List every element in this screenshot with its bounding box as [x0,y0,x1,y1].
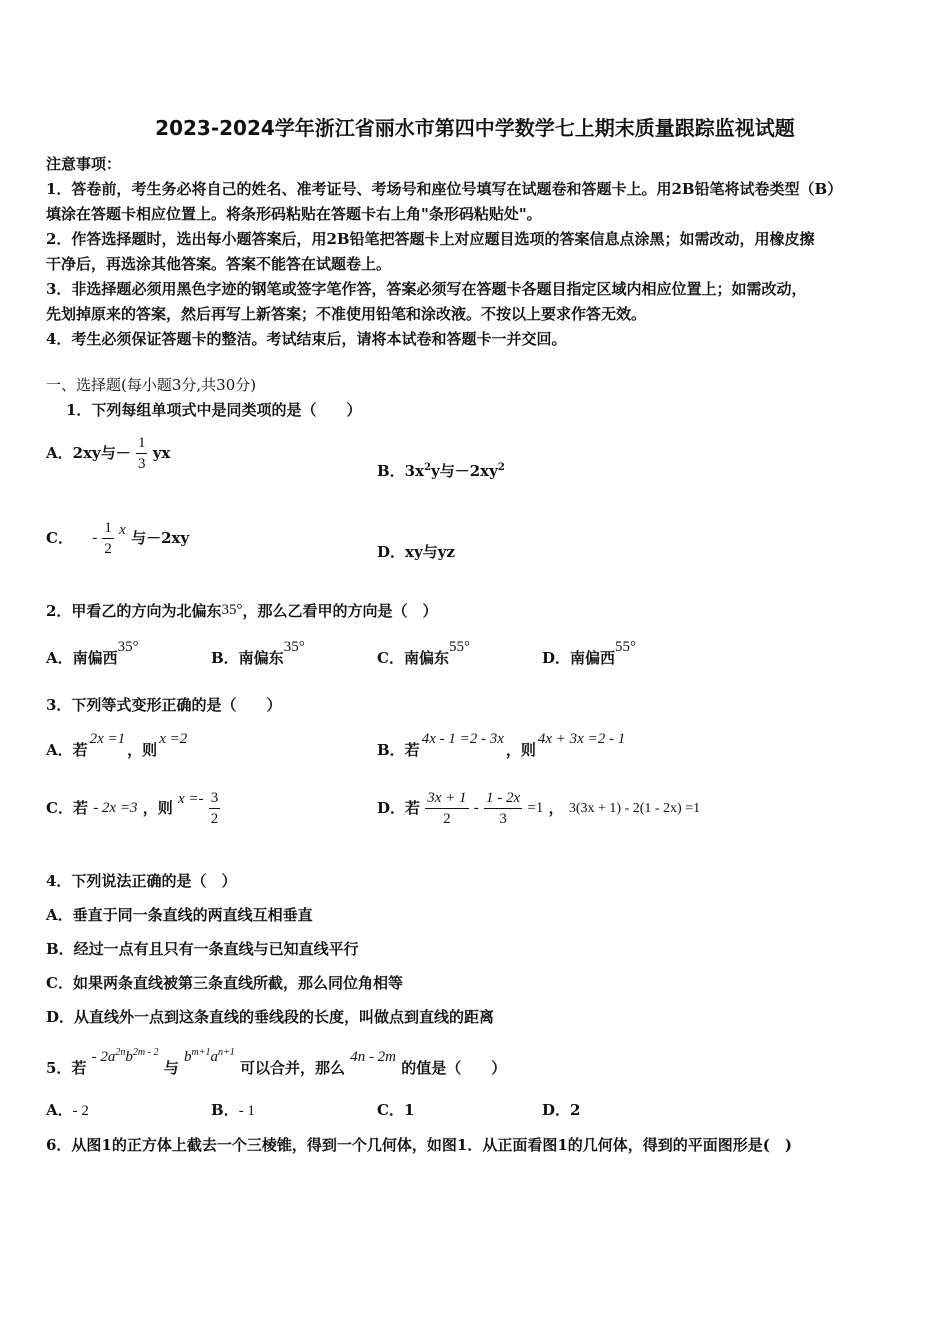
q3-option-d [377,788,700,829]
q2-stem-b: ，那么乙看甲的方向是（ ） [242,602,438,620]
q3-d-fraction-1 [425,788,468,829]
q1-stem: 1．下列每组单项式中是同类项的是（ ） [66,401,362,419]
q2-a-deg: 35° [117,639,139,655]
q1-c-neg: - [92,530,98,546]
note-3-line-2: 先划掉原来的答案，然后再写上新答案；不准使用铅笔和涂改液。不按以上要求作答无效。 [46,305,647,323]
notes-heading: 注意事项： [46,155,122,173]
q3-c-mid: ，则 [142,799,173,817]
q4-option-b: B．经过一点有且只有一条直线与已知直线平行 [46,940,359,958]
q5-t1-sup1: 2n [115,1047,126,1058]
q3-option-b [377,731,627,764]
note-2-line-2: 干净后，再选涂其他答案。答案不能答在试题卷上。 [46,255,392,273]
q1-c-num: 1 [102,518,114,539]
q3-c-label: C．若 [46,799,88,817]
q1-option-a [46,433,170,474]
q1-b-sup2: 2 [497,462,505,473]
q5-b-val: - 1 [238,1103,255,1119]
q1-c-fraction [102,518,114,559]
q1-option-b [377,455,505,484]
q3-c-num: 3 [209,788,221,809]
q3-b-mid: ，则 [505,741,536,759]
q3-c-lhs: x =- [177,791,204,807]
q3-d-fraction-2 [484,788,522,829]
q2-c-deg: 55° [448,639,470,655]
q5-b-label: B． [211,1101,239,1119]
q1-option-d: D．xy与yz [377,543,455,561]
q3-a-eq2: x =2 [159,731,188,747]
q4-option-d: D．从直线外一点到这条直线的垂线段的长度，叫做点到直线的距离 [46,1008,495,1026]
q5-t1-sup2: 2m - 2 [132,1047,159,1058]
q5-term-2 [184,1049,235,1065]
q2-option-c [377,639,470,672]
q2-c-label: C．南偏东 [377,649,449,667]
section-heading: 一、选择题(每小题3分,共30分) [46,376,257,394]
q2-b-label: B．南偏东 [211,649,284,667]
q3-option-c [46,788,220,829]
q5-stem-a: 5．若 [46,1059,87,1077]
note-1-line-2: 填涂在答题卡相应位置上。将条形码粘贴在答题卡右上角"条形码粘贴处"。 [46,205,542,223]
q1-b-label: B．3x [377,462,425,480]
q3-d-den2: 3 [499,811,507,827]
q3-c-den: 2 [210,811,219,827]
q3-d-num2: 1 - 2x [484,788,522,809]
q1-option-c [46,518,189,559]
q1-c-tail: 与－2xy [131,529,190,547]
q2-b-deg: 35° [283,639,305,655]
q3-c-fraction [209,788,221,829]
q4-stem: 4．下列说法正确的是（ ） [46,872,237,890]
q3-d-mid: ， [548,799,564,817]
q5-option-b [211,1098,255,1124]
q5-a-val: - 2 [72,1103,89,1119]
q5-a-label: A． [46,1101,73,1119]
q3-b-label: B．若 [377,741,420,759]
q5-t1: - 2a [91,1049,116,1065]
q2-d-label: D．南偏西 [542,649,616,667]
note-3-line-1: 3．非选择题必须用黑色字迹的钢笔或签字笔作答，答案必须写在答题卡各题目指定区域内相应位置上；如需改动， [46,280,807,298]
q3-d-label: D．若 [377,799,421,817]
q3-b-eq2: 4x + 3x =2 - 1 [537,731,626,747]
q3-d-den1: 2 [443,811,451,827]
note-4: 4．考生必须保证答题卡的整洁。考试结束后，请将本试卷和答题卡一并交回。 [46,330,567,348]
q2-option-b [211,639,305,672]
q5-t2-a: a [210,1049,218,1065]
q2-a-label: A．南偏西 [46,649,118,667]
q5-term-1 [92,1049,159,1065]
q5-stem [46,1047,507,1082]
q3-d-num1: 3x + 1 [425,788,468,809]
q5-t2-sup1: m+1 [191,1047,211,1058]
q5-option-d: D．2 [542,1101,581,1119]
q5-option-c: C．1 [377,1101,415,1119]
q2-d-deg: 55° [615,639,637,655]
page-title: 2023-2024学年浙江省丽水市第四中学数学七上期末质量跟踪监视试题 [155,116,795,140]
q5-option-a [46,1098,89,1124]
q1-b-sup1: 2 [424,462,432,473]
q6-stem: 6．从图1的正方体上截去一个三棱锥，得到一个几何体，如图1．从正面看图1的几何体，得到的平面图形是( ) [46,1136,792,1154]
q5-expr: 4n - 2m [350,1049,397,1065]
q3-d-rhs: =1 [527,800,544,816]
q3-d-eq2: 3(3x + 1) - 2(1 - 2x) =1 [568,801,701,816]
q2-stem-deg: 35° [221,602,243,618]
q3-stem: 3．下列等式变形正确的是（ ） [46,696,282,714]
q5-t2-sup2: n+1 [217,1047,235,1058]
q5-t2: b [183,1049,192,1065]
q1-c-den: 2 [104,541,112,557]
q1-a-label: A．2xy与－ [46,444,131,462]
q3-a-mid: ，则 [127,741,158,759]
q5-stem-b: 可以合并，那么 [239,1059,345,1077]
q2-option-a [46,639,139,672]
q1-a-num: 1 [136,433,148,454]
q2-option-d [542,639,637,672]
q1-a-tail: yx [152,444,171,462]
note-2-line-1: 2．作答选择题时，选出每小题答案后，用2B铅笔把答题卡上对应题目选项的答案信息点涂黑；如需改动，用橡皮擦 [46,230,815,248]
q4-option-c: C．如果两条直线被第三条直线所截，那么同位角相等 [46,974,403,992]
q1-a-den: 3 [137,456,146,472]
q3-b-eq1: 4x - 1 =2 - 3x [421,731,504,747]
note-1-line-1: 1．答卷前，考生务必将自己的姓名、准考证号、考场号和座位号填写在试题卷和答题卡上。用2B铅笔将试卷类型（B） [46,180,843,198]
q2-stem-a: 2．甲看乙的方向为北偏东 [46,602,222,620]
q5-stem-c: 的值是（ ） [401,1059,507,1077]
q4-option-a: A．垂直于同一条直线的两直线互相垂直 [46,906,313,924]
q5-t1-b: b [125,1049,133,1065]
q1-a-fraction [136,433,148,474]
q1-b-mid: y与－2xy [431,462,498,480]
q3-a-label: A．若 [46,741,88,759]
notes-block [46,152,906,352]
q3-a-eq1: 2x =1 [89,731,126,747]
q3-d-minus: - [473,800,479,816]
q2-stem [46,599,437,625]
q1-c-label: C． [46,529,73,547]
q1-c-var: x [119,522,126,538]
q5-with: 与 [163,1059,179,1077]
q3-option-a [46,731,189,764]
q3-c-eq1: - 2x =3 [93,800,138,816]
